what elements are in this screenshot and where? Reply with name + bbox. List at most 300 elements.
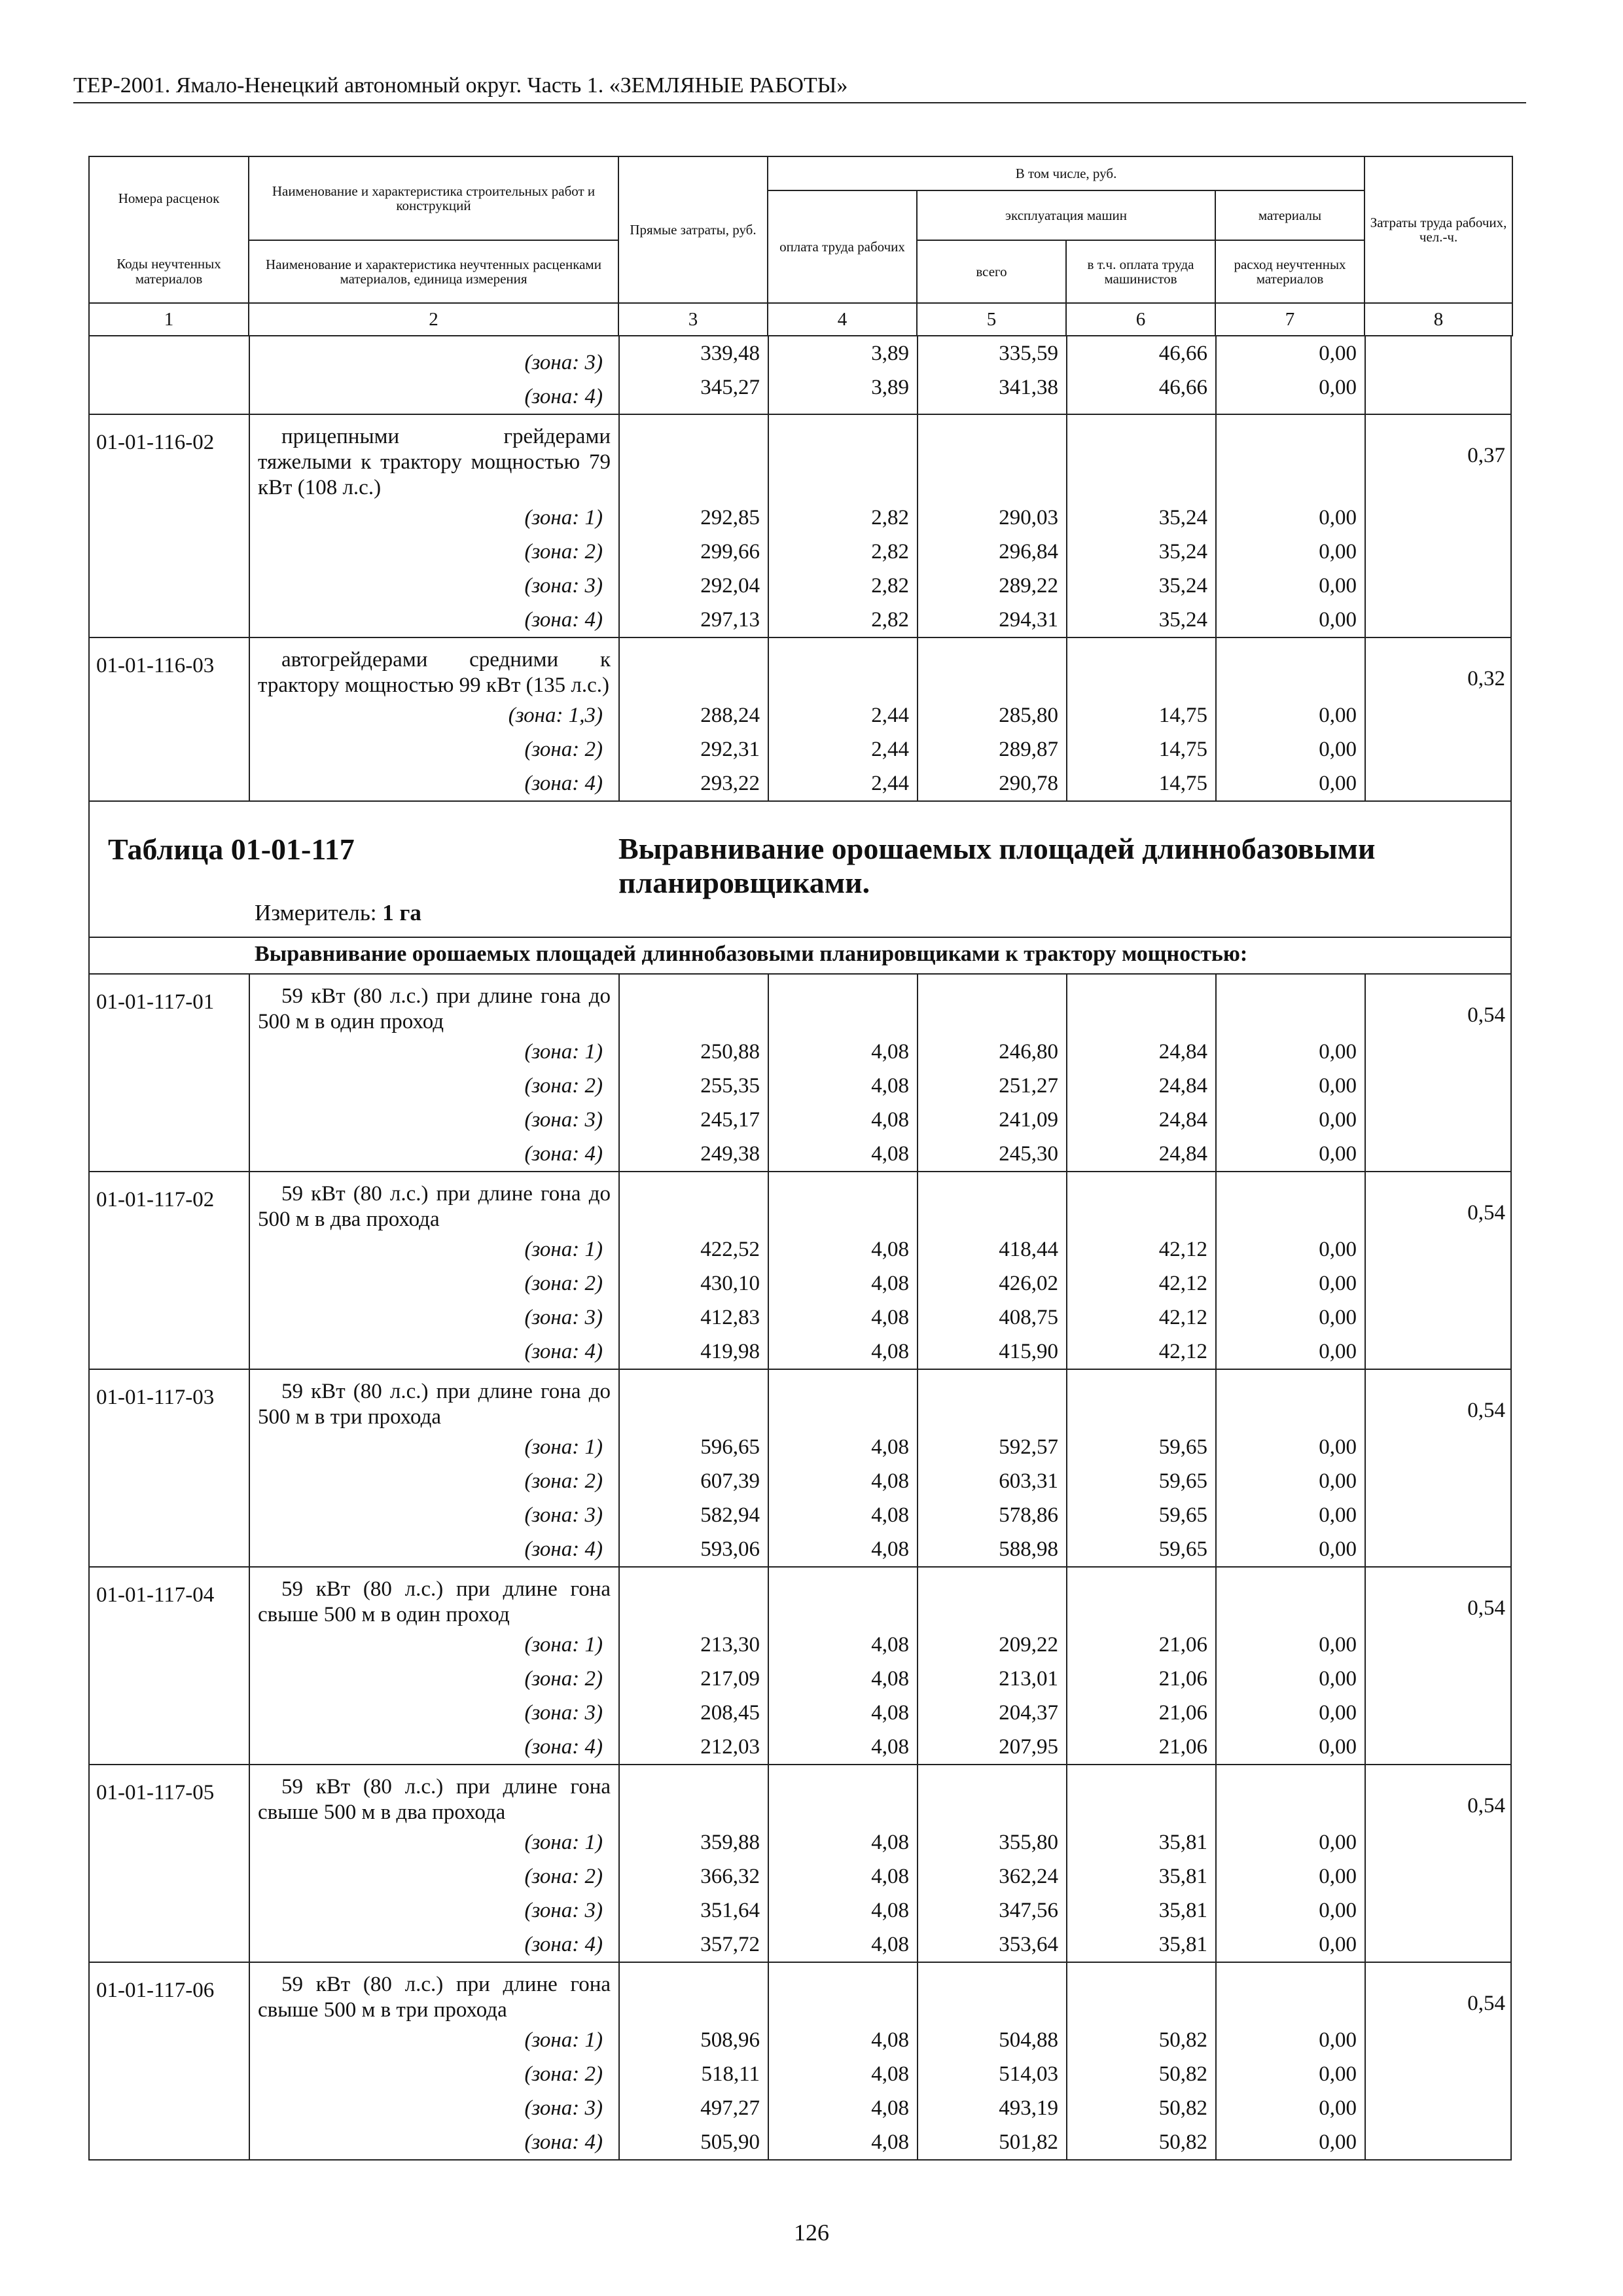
rate-block (88, 1963, 1512, 2161)
value: 285,80 (999, 704, 1058, 727)
value: 24,84 (1158, 1142, 1207, 1166)
labor-cost: 0,54 (1467, 1399, 1505, 1422)
value: 0,00 (1319, 1933, 1357, 1956)
value: 0,00 (1319, 1667, 1357, 1691)
zone-label: (зона: 2) (524, 2062, 603, 2086)
value: 4,08 (871, 1735, 909, 1759)
rate-code: 01-01-116-02 (90, 415, 249, 637)
rate-code: 01-01-116-03 (90, 638, 249, 800)
rate-description-cell (249, 975, 619, 1171)
zone-label: (зона: 4) (524, 1933, 603, 1956)
value: 4,08 (871, 1537, 909, 1561)
header-col1-bottom: Коды неучтенных материалов (89, 240, 249, 303)
value: 593,06 (700, 1537, 760, 1561)
value: 2,82 (871, 540, 909, 564)
zone-label: (зона: 3) (524, 1899, 603, 1922)
value: 42,12 (1158, 1272, 1207, 1295)
rate-block (88, 1568, 1512, 1765)
zone-label: (зона: 1,3) (508, 704, 603, 727)
value: 426,02 (999, 1272, 1058, 1295)
value: 0,00 (1319, 574, 1357, 598)
operators-cell (1067, 336, 1216, 414)
materials-cell (1216, 975, 1365, 1171)
value: 0,00 (1319, 1306, 1357, 1329)
unit-label: Измеритель: (255, 900, 377, 925)
value: 4,08 (871, 2062, 909, 2086)
rate-description-cell (249, 1963, 619, 2159)
zone-label: (зона: 4) (524, 1142, 603, 1166)
materials-cell (1216, 638, 1365, 800)
value: 250,88 (700, 1040, 760, 1064)
wages-cell (768, 336, 918, 414)
rate-block-table (90, 1370, 1513, 1566)
table-row (90, 336, 1513, 414)
value: 419,98 (700, 1340, 760, 1363)
zone-label: (зона: 2) (524, 1469, 603, 1493)
header-group: В том числе, руб. (768, 156, 1364, 190)
zone-label: (зона: 1) (524, 1831, 603, 1854)
value: 294,31 (999, 608, 1058, 632)
zone-label: (зона: 4) (524, 1537, 603, 1561)
materials-cell (1216, 1765, 1365, 1962)
value: 296,84 (999, 540, 1058, 564)
value: 518,11 (701, 2062, 760, 2086)
value: 208,45 (700, 1701, 760, 1725)
zone-label: (зона: 4) (524, 772, 603, 795)
column-number: 6 (1066, 303, 1215, 336)
zone-label: (зона: 4) (524, 1735, 603, 1759)
rate-description: 59 кВт (80 л.с.) при длине гона до 500 м в два прохода (258, 1182, 611, 1231)
labor-cost (1365, 336, 1513, 414)
labor-cost: 0,54 (1467, 1596, 1505, 1620)
value: 0,00 (1319, 738, 1357, 761)
value: 4,08 (871, 1865, 909, 1888)
column-numbers-row (89, 303, 1512, 336)
value: 422,52 (700, 1238, 760, 1261)
direct-cost-cell (619, 638, 768, 800)
value: 366,32 (700, 1865, 760, 1888)
value: 0,00 (1319, 2130, 1357, 2154)
value: 59,65 (1158, 1435, 1207, 1459)
rate-description: автогрейдерами средними к трактору мощностью 99 кВт (135 л.с.) (258, 648, 611, 697)
direct-cost-cell (619, 1765, 768, 1962)
value: 430,10 (700, 1272, 760, 1295)
zone-label: (зона: 1) (524, 1040, 603, 1064)
value: 290,03 (999, 506, 1058, 529)
table-row (90, 1963, 1513, 2159)
machines-cell (918, 1568, 1067, 1764)
page-number: 126 (794, 2219, 829, 2246)
value: 408,75 (999, 1306, 1058, 1329)
value: 588,98 (999, 1537, 1058, 1561)
value: 0,00 (1319, 2062, 1357, 2086)
value: 42,12 (1158, 1340, 1207, 1363)
value: 35,24 (1158, 574, 1207, 598)
value: 35,81 (1158, 1831, 1207, 1854)
header-col6: в т.ч. оплата труда машинистов (1066, 240, 1215, 303)
rate-description: 59 кВт (80 л.с.) при длине гона свыше 500 м в один проход (258, 1577, 611, 1626)
value: 353,64 (999, 1933, 1058, 1956)
value: 345,27 (700, 376, 760, 399)
value: 59,65 (1158, 1537, 1207, 1561)
machines-cell (918, 336, 1067, 414)
labor-cost: 0,54 (1467, 1201, 1505, 1225)
value: 289,87 (999, 738, 1058, 761)
zone-label: (зона: 3) (524, 1108, 603, 1132)
value: 290,78 (999, 772, 1058, 795)
labor-cost: 0,54 (1467, 1003, 1505, 1027)
column-number: 8 (1364, 303, 1512, 336)
column-number: 1 (89, 303, 249, 336)
value: 35,81 (1158, 1933, 1207, 1956)
value: 412,83 (700, 1306, 760, 1329)
rate-block-table (90, 1765, 1513, 1962)
rate-description: 59 кВт (80 л.с.) при длине гона свыше 500 м в два прохода (258, 1775, 611, 1824)
unit-line (255, 900, 421, 926)
value: 14,75 (1158, 772, 1207, 795)
value: 603,31 (999, 1469, 1058, 1493)
direct-cost-cell (619, 1568, 768, 1764)
value: 2,44 (871, 772, 909, 795)
value: 4,08 (871, 1272, 909, 1295)
rate-block-table (90, 415, 1513, 637)
rate-code: 01-01-117-02 (90, 1172, 249, 1369)
rate-description: 59 кВт (80 л.с.) при длине гона свыше 500 м в три прохода (258, 1973, 611, 2022)
value: 46,66 (1158, 342, 1207, 365)
value: 297,13 (700, 608, 760, 632)
value: 24,84 (1158, 1040, 1207, 1064)
table-row (90, 975, 1513, 1171)
value: 59,65 (1158, 1469, 1207, 1493)
column-number: 2 (249, 303, 618, 336)
value: 0,00 (1319, 1701, 1357, 1725)
value: 21,06 (1158, 1667, 1207, 1691)
table-117-heading (88, 802, 1512, 938)
value: 2,44 (871, 704, 909, 727)
rate-block-table (90, 975, 1513, 1171)
value: 21,06 (1158, 1633, 1207, 1657)
zone-label: (зона: 1) (524, 1238, 603, 1261)
value: 4,08 (871, 1831, 909, 1854)
table-header (88, 156, 1513, 336)
value: 4,08 (871, 1701, 909, 1725)
value: 0,00 (1319, 1469, 1357, 1493)
operators-cell (1067, 1963, 1216, 2159)
value: 0,00 (1319, 1537, 1357, 1561)
zone-label: (зона: 3) (524, 1306, 603, 1329)
value: 2,82 (871, 506, 909, 529)
value: 293,22 (700, 772, 760, 795)
header-col1-top: Номера расценок (89, 156, 249, 240)
value: 245,30 (999, 1142, 1058, 1166)
header-col4: оплата труда рабочих (768, 190, 917, 303)
zone-label: (зона: 1) (524, 506, 603, 529)
wages-cell (768, 975, 918, 1171)
operators-cell (1067, 1765, 1216, 1962)
zone-label: (зона: 2) (524, 1865, 603, 1888)
value: 0,00 (1319, 704, 1357, 727)
value: 359,88 (700, 1831, 760, 1854)
value: 357,72 (700, 1933, 760, 1956)
direct-cost-cell (619, 415, 768, 637)
value: 0,00 (1319, 1831, 1357, 1854)
zone-label: (зона: 3) (524, 574, 603, 598)
value: 42,12 (1158, 1306, 1207, 1329)
value: 251,27 (999, 1074, 1058, 1098)
wages-cell (768, 1963, 918, 2159)
value: 3,89 (871, 376, 909, 399)
wages-cell (768, 415, 918, 637)
rate-block (88, 1172, 1512, 1370)
value: 0,00 (1319, 342, 1357, 365)
table-row (90, 1568, 1513, 1764)
blocks-after (88, 975, 1512, 2161)
value: 578,86 (999, 1503, 1058, 1527)
value: 508,96 (700, 2028, 760, 2052)
value: 289,22 (999, 574, 1058, 598)
rate-block (88, 415, 1512, 638)
rate-description-cell (249, 1172, 619, 1369)
zone-label: (зона: 4) (524, 608, 603, 632)
value: 245,17 (700, 1108, 760, 1132)
value: 204,37 (999, 1701, 1058, 1725)
value: 4,08 (871, 1238, 909, 1261)
zone-label: (зона: 4) (524, 2130, 603, 2154)
machines-cell (918, 1963, 1067, 2159)
value: 42,12 (1158, 1238, 1207, 1261)
value: 0,00 (1319, 1272, 1357, 1295)
direct-cost-cell (619, 1963, 768, 2159)
zone-label: (зона: 2) (524, 540, 603, 564)
value: 493,19 (999, 2096, 1058, 2120)
value: 514,03 (999, 2062, 1058, 2086)
zone-label: (зона: 3) (524, 1503, 603, 1527)
value: 0,00 (1319, 1340, 1357, 1363)
value: 4,08 (871, 1074, 909, 1098)
value: 2,82 (871, 608, 909, 632)
value: 497,27 (700, 2096, 760, 2120)
header-col8: Затраты труда рабочих, чел.-ч. (1364, 156, 1512, 303)
labor-cost: 0,54 (1467, 1992, 1505, 2015)
wages-cell (768, 1568, 918, 1764)
zone-label: (зона: 1) (524, 1435, 603, 1459)
value: 505,90 (700, 2130, 760, 2154)
table-row (90, 1765, 1513, 1962)
value: 0,00 (1319, 1108, 1357, 1132)
value: 0,00 (1319, 2096, 1357, 2120)
value: 292,85 (700, 506, 760, 529)
operators-cell (1067, 638, 1216, 800)
operators-cell (1067, 1172, 1216, 1369)
value: 0,00 (1319, 772, 1357, 795)
table-row (90, 638, 1513, 800)
value: 0,00 (1319, 608, 1357, 632)
value: 418,44 (999, 1238, 1058, 1261)
rate-description-cell (249, 336, 619, 414)
value: 501,82 (999, 2130, 1058, 2154)
wages-cell (768, 1370, 918, 1566)
value: 212,03 (700, 1735, 760, 1759)
value: 213,01 (999, 1667, 1058, 1691)
zone-label: (зона: 2) (524, 1074, 603, 1098)
value: 335,59 (999, 342, 1058, 365)
zone-label: (зона: 3) (524, 351, 603, 374)
value: 14,75 (1158, 704, 1207, 727)
value: 0,00 (1319, 1735, 1357, 1759)
value: 241,09 (999, 1108, 1058, 1132)
rate-code: 01-01-117-01 (90, 975, 249, 1171)
zone-label: (зона: 2) (524, 1667, 603, 1691)
value: 4,08 (871, 1469, 909, 1493)
labor-cost: 0,54 (1467, 1794, 1505, 1818)
header-col5: всего (917, 240, 1066, 303)
header-machines: эксплуатация машин (917, 190, 1215, 240)
page-header: ТЕР-2001. Ямало-Ненецкий автономный округ. Часть 1. «ЗЕМЛЯНЫЕ РАБОТЫ» (73, 73, 1526, 103)
value: 50,82 (1158, 2096, 1207, 2120)
operators-cell (1067, 415, 1216, 637)
rate-block-table (90, 1172, 1513, 1369)
value: 35,24 (1158, 506, 1207, 529)
value: 504,88 (999, 2028, 1058, 2052)
rate-code: 01-01-117-05 (90, 1765, 249, 1962)
value: 14,75 (1158, 738, 1207, 761)
rate-block (88, 1370, 1512, 1568)
value: 582,94 (700, 1503, 760, 1527)
rate-block-table (90, 1568, 1513, 1764)
value: 4,08 (871, 1040, 909, 1064)
section-heading-row (88, 938, 1512, 975)
value: 3,89 (871, 342, 909, 365)
value: 4,08 (871, 2130, 909, 2154)
wages-cell (768, 1765, 918, 1962)
value: 213,30 (700, 1633, 760, 1657)
blocks-before (88, 336, 1512, 802)
machines-cell (918, 1765, 1067, 1962)
labor-cost: 0,32 (1467, 667, 1505, 691)
labor-cost: 0,37 (1467, 444, 1505, 467)
value: 347,56 (999, 1899, 1058, 1922)
materials-cell (1216, 1370, 1365, 1566)
value: 209,22 (999, 1633, 1058, 1657)
header-col2-top: Наименование и характеристика строительных работ и конструкций (249, 156, 618, 240)
operators-cell (1067, 975, 1216, 1171)
value: 299,66 (700, 540, 760, 564)
value: 4,08 (871, 1667, 909, 1691)
value: 46,66 (1158, 376, 1207, 399)
value: 0,00 (1319, 540, 1357, 564)
direct-cost-cell (619, 1370, 768, 1566)
value: 351,64 (700, 1899, 760, 1922)
rate-code: 01-01-117-04 (90, 1568, 249, 1764)
rate-block-table (90, 638, 1513, 800)
value: 4,08 (871, 1142, 909, 1166)
value: 0,00 (1319, 2028, 1357, 2052)
rate-block (88, 336, 1512, 415)
section-heading: Выравнивание орошаемых площадей длиннобазовыми планировщиками к трактору мощностью: (255, 942, 1248, 966)
value: 292,31 (700, 738, 760, 761)
rate-code: 01-01-117-06 (90, 1963, 249, 2159)
header-col2-bottom: Наименование и характеристика неучтенных расценками материалов, единица измерения (249, 240, 618, 303)
materials-cell (1216, 1963, 1365, 2159)
value: 4,08 (871, 2028, 909, 2052)
zone-label: (зона: 4) (524, 385, 603, 408)
rates-table (88, 156, 1512, 2161)
column-number: 5 (917, 303, 1066, 336)
value: 4,08 (871, 1435, 909, 1459)
machines-cell (918, 1172, 1067, 1369)
value: 4,08 (871, 1340, 909, 1363)
value: 35,24 (1158, 540, 1207, 564)
value: 246,80 (999, 1040, 1058, 1064)
zone-label: (зона: 2) (524, 1272, 603, 1295)
value: 35,24 (1158, 608, 1207, 632)
value: 59,65 (1158, 1503, 1207, 1527)
value: 24,84 (1158, 1074, 1207, 1098)
rate-block-table (90, 336, 1513, 414)
machines-cell (918, 415, 1067, 637)
rate-description-cell (249, 415, 619, 637)
value: 341,38 (999, 376, 1058, 399)
table-row (90, 1370, 1513, 1566)
value: 292,04 (700, 574, 760, 598)
table-title: Выравнивание орошаемых площадей длиннобазовыми планировщиками. (618, 832, 1376, 899)
wages-cell (768, 1172, 918, 1369)
value: 4,08 (871, 1306, 909, 1329)
value: 2,44 (871, 738, 909, 761)
value: 0,00 (1319, 376, 1357, 399)
value: 0,00 (1319, 1865, 1357, 1888)
value: 35,81 (1158, 1865, 1207, 1888)
value: 355,80 (999, 1831, 1058, 1854)
value: 21,06 (1158, 1735, 1207, 1759)
zone-label: (зона: 3) (524, 2096, 603, 2120)
rate-description: прицепными грейдерами тяжелыми к трактору мощностью 79 кВт (108 л.с.) (258, 425, 611, 499)
zone-label: (зона: 4) (524, 1340, 603, 1363)
machines-cell (918, 975, 1067, 1171)
value: 0,00 (1319, 506, 1357, 529)
rate-block-table (90, 1963, 1513, 2159)
value: 4,08 (871, 2096, 909, 2120)
rate-block (88, 975, 1512, 1172)
rate-block (88, 638, 1512, 802)
value: 4,08 (871, 1899, 909, 1922)
value: 4,08 (871, 1933, 909, 1956)
rate-code: 01-01-117-03 (90, 1370, 249, 1566)
value: 362,24 (999, 1865, 1058, 1888)
value: 35,81 (1158, 1899, 1207, 1922)
zone-label: (зона: 2) (524, 738, 603, 761)
value: 0,00 (1319, 1633, 1357, 1657)
rate-description: 59 кВт (80 л.с.) при длине гона до 500 м в три прохода (258, 1380, 611, 1429)
value: 50,82 (1158, 2130, 1207, 2154)
rate-description: 59 кВт (80 л.с.) при длине гона до 500 м в один проход (258, 984, 611, 1033)
header-col7: расход неучтенных материалов (1215, 240, 1364, 303)
rate-description-cell (249, 638, 619, 800)
operators-cell (1067, 1370, 1216, 1566)
value: 50,82 (1158, 2062, 1207, 2086)
header-col3: Прямые затраты, руб. (618, 156, 768, 303)
direct-cost-cell (619, 336, 768, 414)
rate-code (90, 336, 249, 414)
value: 607,39 (700, 1469, 760, 1493)
zone-label: (зона: 3) (524, 1701, 603, 1725)
value: 339,48 (700, 342, 760, 365)
rate-description-cell (249, 1765, 619, 1962)
value: 255,35 (700, 1074, 760, 1098)
table-row (90, 415, 1513, 637)
operators-cell (1067, 1568, 1216, 1764)
rate-description-cell (249, 1568, 619, 1764)
